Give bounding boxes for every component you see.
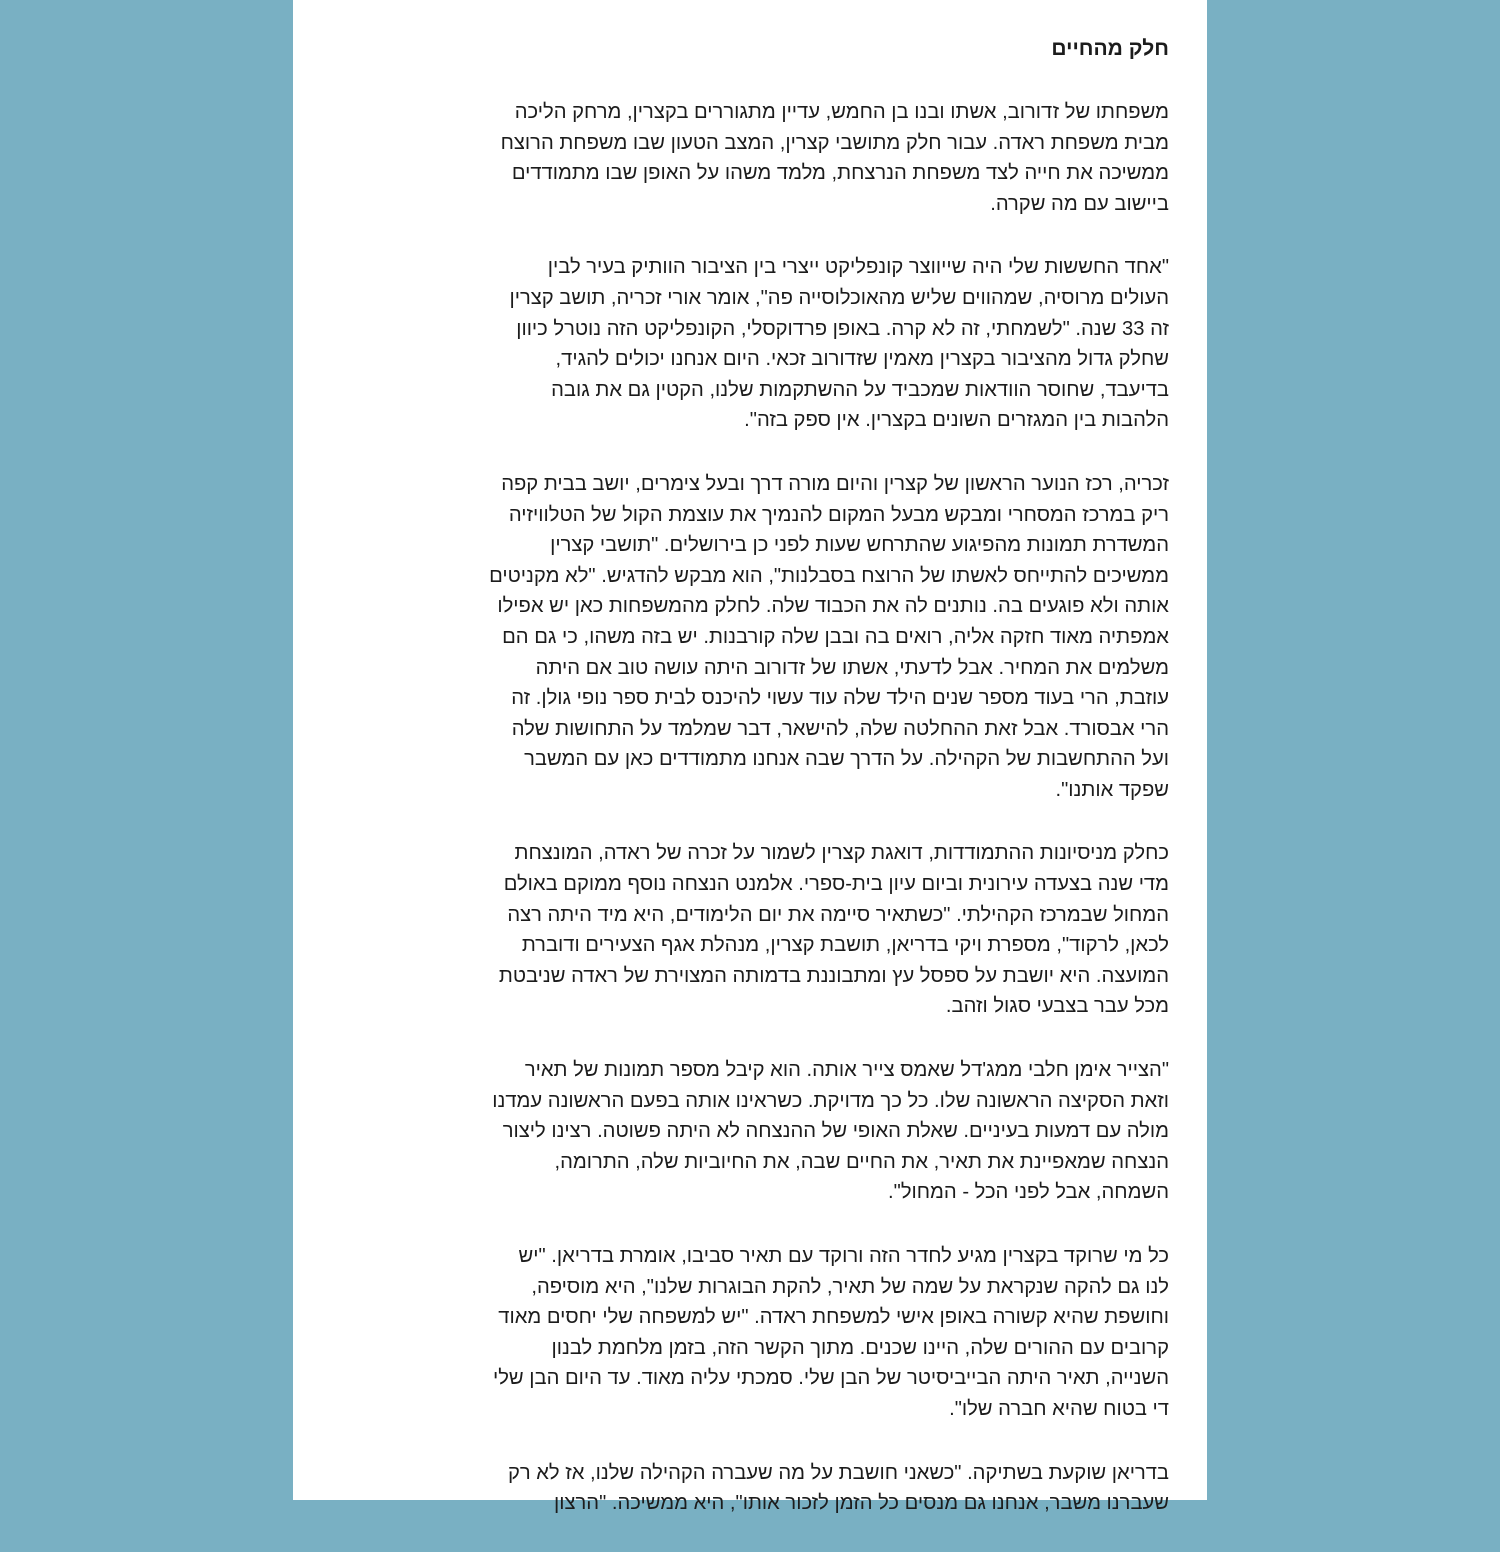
text-line: משפחתו של זדורוב, אשתו ובנו בן החמש, עדיין מתגוררים בקצרין, מרחק הליכה: [514, 101, 1169, 123]
text-line: כל מי שרוקד בקצרין מגיע לחדר הזה ורוקד עם תאיר סביבו, אומרת בדריאן. "יש: [518, 1245, 1169, 1267]
text-line: די בטוח שהיא חברה שלו".: [949, 1397, 1169, 1420]
document-page: [293, 0, 1207, 1515]
text-line: ועל ההתחשבות של הקהילה. על הדרך שבה אנחנו מתמודדים כאן עם המשבר: [524, 748, 1169, 771]
text-line: מולה עם דמעות בעיניים. שאלת האופי של ההנצחה לא היתה פשוטה. רצינו ליצור: [502, 1120, 1169, 1143]
paragraph: [357, 252, 1169, 436]
text-line: מבית משפחת ראדה. עבור חלק מתושבי קצרין, המצב הטעון שבו משפחת הרוצח: [500, 131, 1169, 154]
text-line: המועצה. היא יושבת על ספסל עץ ומתבוננת בדמותה המצוירת של ראדה שניבטת: [498, 964, 1169, 987]
text-line: בדיעבד, שחוסר הוודאות שמכביד על ההשתקמות שלנו, הקטין גם את גובה: [551, 378, 1169, 401]
text-line: וחושפת שהיא קשורה באופן אישי למשפחת ראדה. "יש למשפחה שלי יחסים מאוד: [498, 1306, 1169, 1329]
text-line: זה 33 שנה. "לשמחתי, זה לא קרה. באופן פרדוקסלי, הקונפליקט הזה נוטרל כיוון: [516, 317, 1169, 340]
paragraph: [357, 97, 1169, 219]
text-line: עוזבת, הרי בעוד מספר שנים הילד שלה עוד עשוי להיכנס לבית ספר נופי גולן. זה: [511, 687, 1169, 710]
text-line: "אחד החששות שלי היה שייווצר קונפליקט ייצרי בין הציבור הוותיק בעיר לבין: [547, 256, 1169, 279]
text-line: משלמים את המחיר. אבל לדעתי, אשתו של זדורוב היתה עושה טוב אם היתה: [535, 656, 1169, 679]
text-line: לכאן, לרקוד", מספרת ויקי בדריאן, תושבת קצרין, מנהלת אגף הצעירים ודוברת: [521, 934, 1169, 957]
page-title: חלק מהחיים: [1051, 37, 1169, 60]
text-line: השנייה, תאיר היתה הבייביסיטר של הבן שלי. סמכתי עליה מאוד. עד היום הבן שלי: [492, 1367, 1169, 1390]
text-line: לנו גם להקה שנקראת על שמה של תאיר, להקת הבוגרות שלנו", היא מוסיפה,: [531, 1275, 1169, 1298]
paragraph: [357, 838, 1169, 1022]
text-line: מדי שנה בצעדה עירונית וביום עיון בית-ספרי. אלמנט הנצחה נוסף ממוקם באולם: [503, 873, 1169, 896]
paragraph: [357, 1055, 1169, 1208]
text-line: ריק במרכז המסחרי ומבקש מבעל המקום להנמיך את עוצמת הקול של הטלוויזיה: [508, 503, 1169, 526]
text-line: ממשיכה את חייה לצד משפחת הנרצחת, מלמד משהו על האופן שבו מתמודדים: [511, 162, 1169, 185]
text-line: ממשיכים להתייחס לאשתו של הרוצח בסבלנות", הוא מבקש להדגיש. "לא מקניטים: [489, 564, 1169, 587]
text-line: הלהבות בין המגזרים השונים בקצרין. אין ספק בזה".: [744, 409, 1169, 432]
paragraph: [357, 1458, 1169, 1519]
paragraphs-container: [357, 97, 1169, 1519]
text-line: זכריה, רכז הנוער הראשון של קצרין והיום מורה דרך ובעל צימרים, יושב בבית קפה: [501, 472, 1169, 495]
text-line: שפקד אותנו".: [1055, 778, 1169, 801]
text-line: וזאת הסקיצה הראשונה שלו. כל כך מדויקת. כשראינו אותה בפעם הראשונה עמדנו: [492, 1089, 1169, 1112]
document-content: [357, 34, 1169, 1552]
text-line: הנצחה שמאפיינת את תאיר, את החיים שבה, את החיוביות שלה, התרומה,: [554, 1150, 1169, 1173]
paragraph: [357, 469, 1169, 806]
text-line: כחלק מניסיונות ההתמודדות, דואגת קצרין לשמור על זכרה של ראדה, המונצחת: [514, 842, 1169, 865]
text-line: העולים מרוסיה, שמהווים שליש מהאוכלוסייה פה", אומר אורי זכריה, תושב קצרין: [509, 286, 1169, 309]
paragraph: [357, 1241, 1169, 1425]
text-line: קרובים עם ההורים שלה, היינו שכנים. מתוך הקשר הזה, בזמן מלחמת לבנון: [551, 1336, 1169, 1359]
text-line: הרי אבסורד. אבל זאת ההחלטה שלה, להישאר, דבר שמלמד על התחושות שלה: [511, 717, 1169, 740]
text-line: אותה ולא פוגעים בה. נותנים לה את הכבוד שלה. לחלק מהמשפחות כאן יש אפילו: [497, 595, 1169, 618]
text-line: ביישוב עם מה שקרה.: [990, 192, 1169, 215]
text-line: המחול שבמרכז הקהילתי. "כשתאיר סיימה את יום הלימודים, היא מיד היתה רצה: [507, 903, 1169, 926]
text-line: אמפתיה מאוד חזקה אליה, רואים בה ובבן שלה קורבנות. יש בזה משהו, כי גם הם: [502, 625, 1169, 648]
text-line: מכל עבר בצבעי סגול וזהב.: [945, 995, 1169, 1018]
text-line: בדריאן שוקעת בשתיקה. "כשאני חושבת על מה שעברה הקהילה שלנו, אז לא רק: [507, 1461, 1169, 1484]
text-line: השמחה, אבל לפני הכל - המחול".: [888, 1181, 1169, 1204]
text-line: המשדרת תמונות מהפיגוע שהתרחש שעות לפני כן בירושלים. "תושבי קצרין: [550, 534, 1169, 557]
text-line: שחלק גדול מהציבור בקצרין מאמין שזדורוב זכאי. היום אנחנו יכולים להגיד,: [555, 348, 1169, 371]
text-line: "הצייר אימן חלבי ממג'דל שאמס צייר אותה. הוא קיבל מספר תמונות של תאיר: [524, 1059, 1169, 1082]
text-line: שעברנו משבר, אנחנו גם מנסים כל הזמן לזכור אותו", היא ממשיכה. "הרצון: [554, 1492, 1169, 1515]
